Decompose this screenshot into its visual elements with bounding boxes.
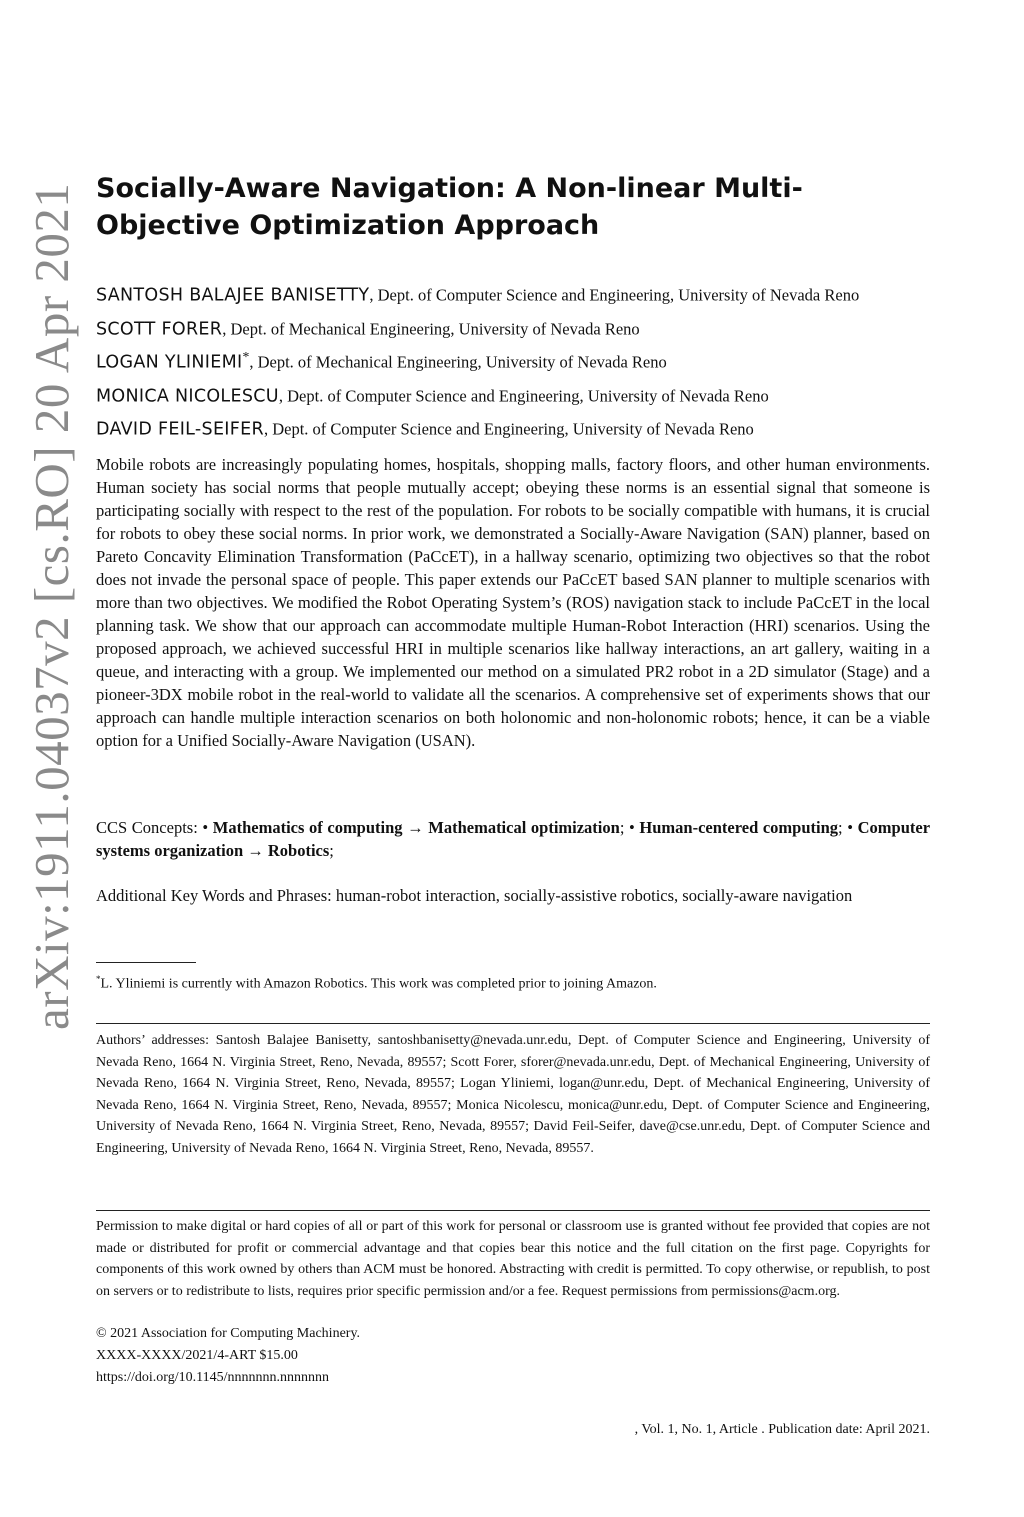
addresses-rule [96, 1023, 930, 1024]
author-affiliation: , Dept. of Computer Science and Engineering, University of Nevada Reno [263, 419, 754, 439]
paper-title: Socially-Aware Navigation: A Non-linear Multi-Objective Optimization Approach [96, 173, 803, 241]
author-name: MONICA NICOLESCU [96, 386, 279, 406]
copyright-line: © 2021 Association for Computing Machinery. [96, 1326, 361, 1341]
copyright-block [96, 1323, 930, 1389]
permission-rule [96, 1210, 930, 1211]
ccs-arrow: → [402, 818, 429, 837]
ccs-bullet: • [629, 818, 640, 837]
issn-line: XXXX-XXXX/2021/4-ART $15.00 [96, 1348, 298, 1363]
author-affiliation: , Dept. of Computer Science and Engineering, University of Nevada Reno [278, 386, 769, 405]
ccs-arrow: → [243, 841, 268, 860]
author-entry [96, 310, 930, 344]
footnote [96, 969, 930, 995]
ccs-concept: Robotics [267, 841, 330, 860]
author-entry [96, 276, 930, 310]
footnote-mark: * [96, 974, 101, 984]
footnote-text: L. Yliniemi is currently with Amazon Robotics. This work was completed prior to joining Amazon. [100, 976, 657, 992]
ccs-separator: ; [838, 818, 848, 837]
ccs-concepts [96, 816, 930, 862]
ccs-separator: ; [619, 818, 630, 837]
ccs-label: CCS Concepts: [96, 818, 203, 837]
author-name: LOGAN YLINIEMI [96, 352, 243, 373]
author-entry [96, 343, 930, 377]
arxiv-identifier-stamp: arXiv:1911.04037v2 [cs.RO] 20 Apr 2021 [24, 182, 79, 1030]
ccs-bullet: • [847, 818, 858, 837]
author-footnote-mark: * [242, 349, 250, 364]
author-name: DAVID FEIL-SEIFER [96, 419, 264, 440]
ccs-concept: Computer systems organization [96, 818, 931, 860]
author-affiliation: , Dept. of Computer Science and Engineering, University of Nevada Reno [369, 285, 860, 305]
author-entry [96, 377, 930, 411]
author-list [96, 276, 930, 444]
permission-notice: Permission to make digital or hard copies of all or part of this work for personal or classroom use is granted without fee provided that copies are not made or distributed for profit or commercial advantage and that copies bear this notice and the full citation on the first page. Copyrights for components of this work owned by others than ACM must be honored. Abstracting with credit is permitted. To copy otherwise, or republish, to post on servers or to redistribute to lists, requires prior specific permission and/or a fee. Request permissions from permissions@acm.org. [96, 1219, 930, 1299]
ccs-concept: Mathematical optimization [428, 818, 620, 837]
ccs-end: ; [329, 841, 334, 860]
author-affiliation: , Dept. of Mechanical Engineering, University of Nevada Reno [249, 352, 667, 372]
author-entry [96, 410, 930, 444]
ccs-concept: Mathematics of computing [212, 818, 403, 837]
author-name: SCOTT FORER [96, 319, 223, 339]
publication-footer: , Vol. 1, No. 1, Article . Publication date: April 2021. [634, 1422, 930, 1437]
author-affiliation: , Dept. of Mechanical Engineering, University of Nevada Reno [222, 319, 640, 338]
ccs-concept: Human-centered computing [639, 818, 839, 837]
keywords: Additional Key Words and Phrases: human-robot interaction, socially-assistive robotics, socially-aware navigation [96, 886, 853, 905]
footnote-rule [96, 962, 196, 963]
author-addresses: Authors’ addresses: Santosh Balajee Banisetty, santoshbanisetty@nevada.unr.edu, Dept. of Computer Science and Engineering, University of Nevada Reno, 1664 N. Virginia Street, Reno, Nevada, 89557; Scott Forer, sforer@nevada.unr.edu, Dept. of Mechanical Engineering, University of Nevada Reno, 1664 N. Virginia Street, Reno, Nevada, 89557; Logan Yliniemi, logan@unr.edu, Dept. of Mechanical Engineering, University of Nevada Reno, 1664 N. Virginia Street, Reno, Nevada, 89557; Monica Nicolescu, monica@unr.edu, Dept. of Computer Science and Engineering, University of Nevada Reno, 1664 N. Virginia Street, Reno, Nevada, 89557; David Feil-Seifer, dave@cse.unr.edu, Dept. of Computer Science and Engineering, University of Nevada Reno, 1664 N. Virginia Street, Reno, Nevada, 89557. [96, 1033, 930, 1156]
abstract: Mobile robots are increasingly populating homes, hospitals, shopping malls, factory floors, and other human environments. Human society has social norms that people mutually accept; obeying these norms is an essential signal that someone is participating socially with respect to the rest of the population. For robots to be socially compatible with humans, it is crucial for robots to obey these social norms. In prior work, we demonstrated a Socially-Aware Navigation (SAN) planner, based on Pareto Concavity Elimination Transformation (PaCcET), in a hallway scenario, optimizing two objectives so that the robot does not invade the personal space of people. This paper extends our PaCcET based SAN planner to multiple scenarios with more than two objectives. We modified the Robot Operating System’s (ROS) navigation stack to include PaCcET in the local planning task. We show that our approach can accommodate multiple Human-Robot Interaction (HRI) scenarios. Using the proposed approach, we achieved successful HRI in multiple scenarios like hallway interactions, an art gallery, waiting in a queue, and interacting with a group. We implemented our method on a simulated PR2 robot in a 2D simulator (Stage) and a pioneer-3DX mobile robot in the real-world to validate all the scenarios. A comprehensive set of experiments shows that our approach can handle multiple interaction scenarios on both holonomic and non-holonomic robots; hence, it can be a viable option for a Unified Socially-Aware Navigation (USAN). [96, 455, 930, 750]
ccs-bullet: • [202, 818, 213, 837]
doi-link[interactable]: https://doi.org/10.1145/nnnnnnn.nnnnnnn [96, 1370, 329, 1385]
author-name: SANTOSH BALAJEE BANISETTY [96, 285, 370, 306]
